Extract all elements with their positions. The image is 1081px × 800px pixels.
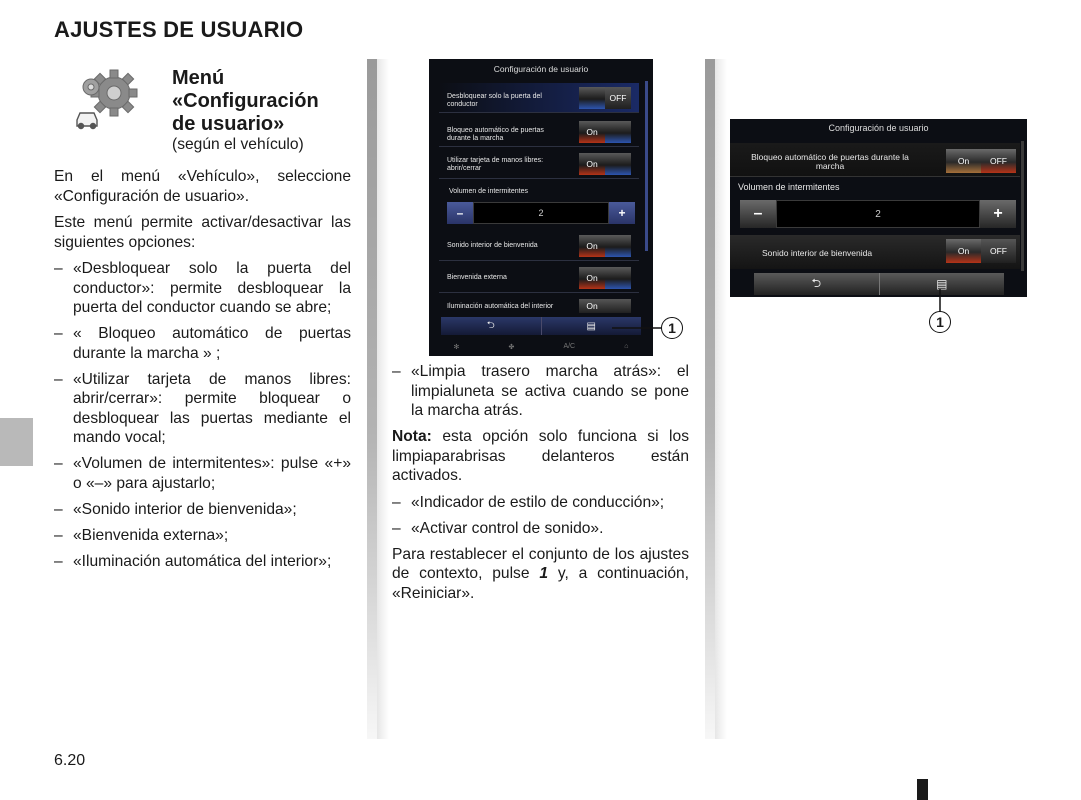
toggle-on-segment: On xyxy=(946,149,981,173)
setting-row[interactable] xyxy=(439,231,639,261)
volume-minus-button[interactable]: – xyxy=(740,200,776,228)
toggle-off-segment xyxy=(605,235,631,257)
menu-title-line: de usuario» xyxy=(172,113,285,135)
toggle-switch[interactable] xyxy=(579,267,631,289)
options-list-continued xyxy=(392,362,689,421)
scrollbar[interactable] xyxy=(645,81,648,251)
volume-minus-button[interactable]: – xyxy=(447,202,473,224)
reset-text: Para restablecer el conjunto de los ajustes de contexto, pulse xyxy=(392,545,689,582)
setting-label: Sonido interior de bienvenida xyxy=(762,248,873,258)
list-item: – «Volumen de intermitentes»: pulse «+» o «–» para ajustarlo; xyxy=(54,454,351,493)
toggle-off-segment: OFF xyxy=(981,149,1016,173)
screen-user-settings-1 xyxy=(429,59,653,356)
menu-subtitle: (según el vehículo) xyxy=(172,136,304,153)
volume-stepper[interactable] xyxy=(447,202,635,224)
fan-icon[interactable]: ✤ xyxy=(508,343,515,351)
setting-row[interactable] xyxy=(439,295,639,315)
volume-stepper[interactable] xyxy=(740,200,1016,228)
toggle-off-segment: OFF xyxy=(981,239,1016,263)
setting-label: Sonido interior de bienvenida xyxy=(447,242,538,249)
toggle-off-segment xyxy=(605,121,631,143)
volume-value: 2 xyxy=(473,202,609,224)
note-label: Nota: xyxy=(392,428,432,445)
climate-bar xyxy=(429,337,653,356)
intro-paragraph: En el menú «Vehículo», seleccione «Configuración de usuario». xyxy=(54,168,351,205)
toggle-state: On xyxy=(579,153,605,175)
reset-text: y, a continuación, «Reiniciar». xyxy=(392,565,689,602)
chapter-tab xyxy=(0,418,33,466)
toggle-state: On xyxy=(579,235,605,257)
list-item: – «Indicador de estilo de conducción»; xyxy=(392,493,689,513)
screen-header: Configuración de usuario xyxy=(493,64,589,74)
toggle-off-segment xyxy=(605,153,631,175)
toggle-off-segment xyxy=(605,267,631,289)
volume-label: Volumen de intermitentes xyxy=(449,188,528,195)
callout-1: 1 xyxy=(661,317,683,339)
back-icon[interactable]: ⮌ xyxy=(754,273,880,295)
options-list xyxy=(54,259,351,571)
toggle-state: On xyxy=(579,121,605,143)
fan-mode-icon[interactable]: ✻ xyxy=(453,343,460,351)
setting-label: Bloqueo automático de puertas durante la marcha xyxy=(447,127,544,142)
volume-value: 2 xyxy=(776,200,980,228)
setting-row[interactable] xyxy=(730,143,1020,177)
scrollbar[interactable] xyxy=(1021,141,1024,271)
setting-label: Bienvenida externa xyxy=(447,274,507,281)
screen-header: Configuración de usuario xyxy=(828,123,929,133)
options-menu-icon[interactable]: ▤ xyxy=(586,320,596,332)
toggle-off-segment xyxy=(579,87,605,109)
setting-label: Bloqueo automático de puertas durante la marcha xyxy=(751,152,909,171)
screen-user-settings-2 xyxy=(730,119,1027,297)
toggle-switch[interactable] xyxy=(946,149,1016,173)
volume-label: Volumen de intermitentes xyxy=(738,182,840,192)
toggle-switch[interactable] xyxy=(579,153,631,175)
left-column xyxy=(54,167,351,578)
toggle-switch[interactable] xyxy=(579,87,631,109)
ac-button[interactable]: A/C xyxy=(563,343,576,350)
list-item: – «Desbloquear solo la puerta del conductor»: permite desbloquear la puerta del conductor cuando se abre; xyxy=(54,259,351,318)
setting-label: Utilizar tarjeta de manos libres: abrir/cerrar xyxy=(447,157,544,172)
toggle-state: OFF xyxy=(605,87,631,109)
setting-row[interactable] xyxy=(439,149,639,179)
toggle-switch[interactable] xyxy=(579,299,631,313)
column-divider-left xyxy=(367,59,377,739)
toggle-switch[interactable] xyxy=(946,239,1016,263)
settings-gears-icon xyxy=(70,65,148,133)
column-divider-right-fade xyxy=(715,59,727,739)
setting-label: Iluminación automática del interior xyxy=(447,303,554,310)
intro-paragraph-2: Este menú permite activar/desactivar las siguientes opciones: xyxy=(54,214,351,251)
menu-title xyxy=(172,67,319,136)
page-number: 6.20 xyxy=(54,752,86,769)
toggle-on-segment: On xyxy=(946,239,981,263)
list-item: – «Bienvenida externa»; xyxy=(54,526,351,546)
list-item: – «Sonido interior de bienvenida»; xyxy=(54,500,351,520)
list-item: – «Activar control de sonido». xyxy=(392,519,689,539)
volume-plus-button[interactable]: + xyxy=(609,202,635,224)
middle-column xyxy=(392,362,689,603)
column-divider-left-fade xyxy=(377,59,389,739)
toggle-off-segment xyxy=(605,299,631,313)
note-text: esta opción solo funciona si los limpiaparabrisas delanteros están activados. xyxy=(392,428,689,484)
defrost-icon[interactable]: ⌂ xyxy=(624,343,629,350)
setting-label: Desbloquear solo la puerta del conductor xyxy=(447,93,542,108)
setting-row[interactable] xyxy=(439,83,639,113)
menu-title-line: Menú xyxy=(172,67,225,89)
toggle-state: On xyxy=(579,299,605,313)
setting-row[interactable] xyxy=(439,117,639,147)
callout-leader-line xyxy=(930,289,950,313)
screen-footer xyxy=(754,273,1004,295)
reset-callout-number: 1 xyxy=(539,565,549,582)
toggle-switch[interactable] xyxy=(579,235,631,257)
list-item: – « Bloqueo automático de puertas durante la marcha » ; xyxy=(54,324,351,363)
list-item: – «Iluminación automática del interior»; xyxy=(54,552,351,572)
list-item: – «Utilizar tarjeta de manos libres: abrir/cerrar»: permite bloquear o desbloquear las puertas mediante el mando vocal; xyxy=(54,370,351,448)
page-title: AJUSTES DE USUARIO xyxy=(54,17,304,42)
callout-1: 1 xyxy=(929,311,951,333)
toggle-switch[interactable] xyxy=(579,121,631,143)
column-divider-right xyxy=(705,59,715,739)
callout-leader-line xyxy=(612,318,662,338)
back-icon[interactable]: ⮌ xyxy=(441,317,542,335)
corner-mark xyxy=(917,779,928,800)
options-list-continued-2 xyxy=(392,493,689,539)
note-paragraph xyxy=(392,427,689,486)
menu-title-line: «Configuración xyxy=(172,90,319,112)
reset-paragraph xyxy=(392,545,689,604)
volume-plus-button[interactable]: + xyxy=(980,200,1016,228)
toggle-state: On xyxy=(579,267,605,289)
setting-row[interactable] xyxy=(439,263,639,293)
list-item: – «Limpia trasero marcha atrás»: el limpialuneta se activa cuando se pone la marcha atrás. xyxy=(392,362,689,421)
screen-footer xyxy=(441,317,641,335)
setting-row[interactable] xyxy=(730,235,1020,269)
options-menu-icon[interactable]: ▤ xyxy=(936,277,948,291)
